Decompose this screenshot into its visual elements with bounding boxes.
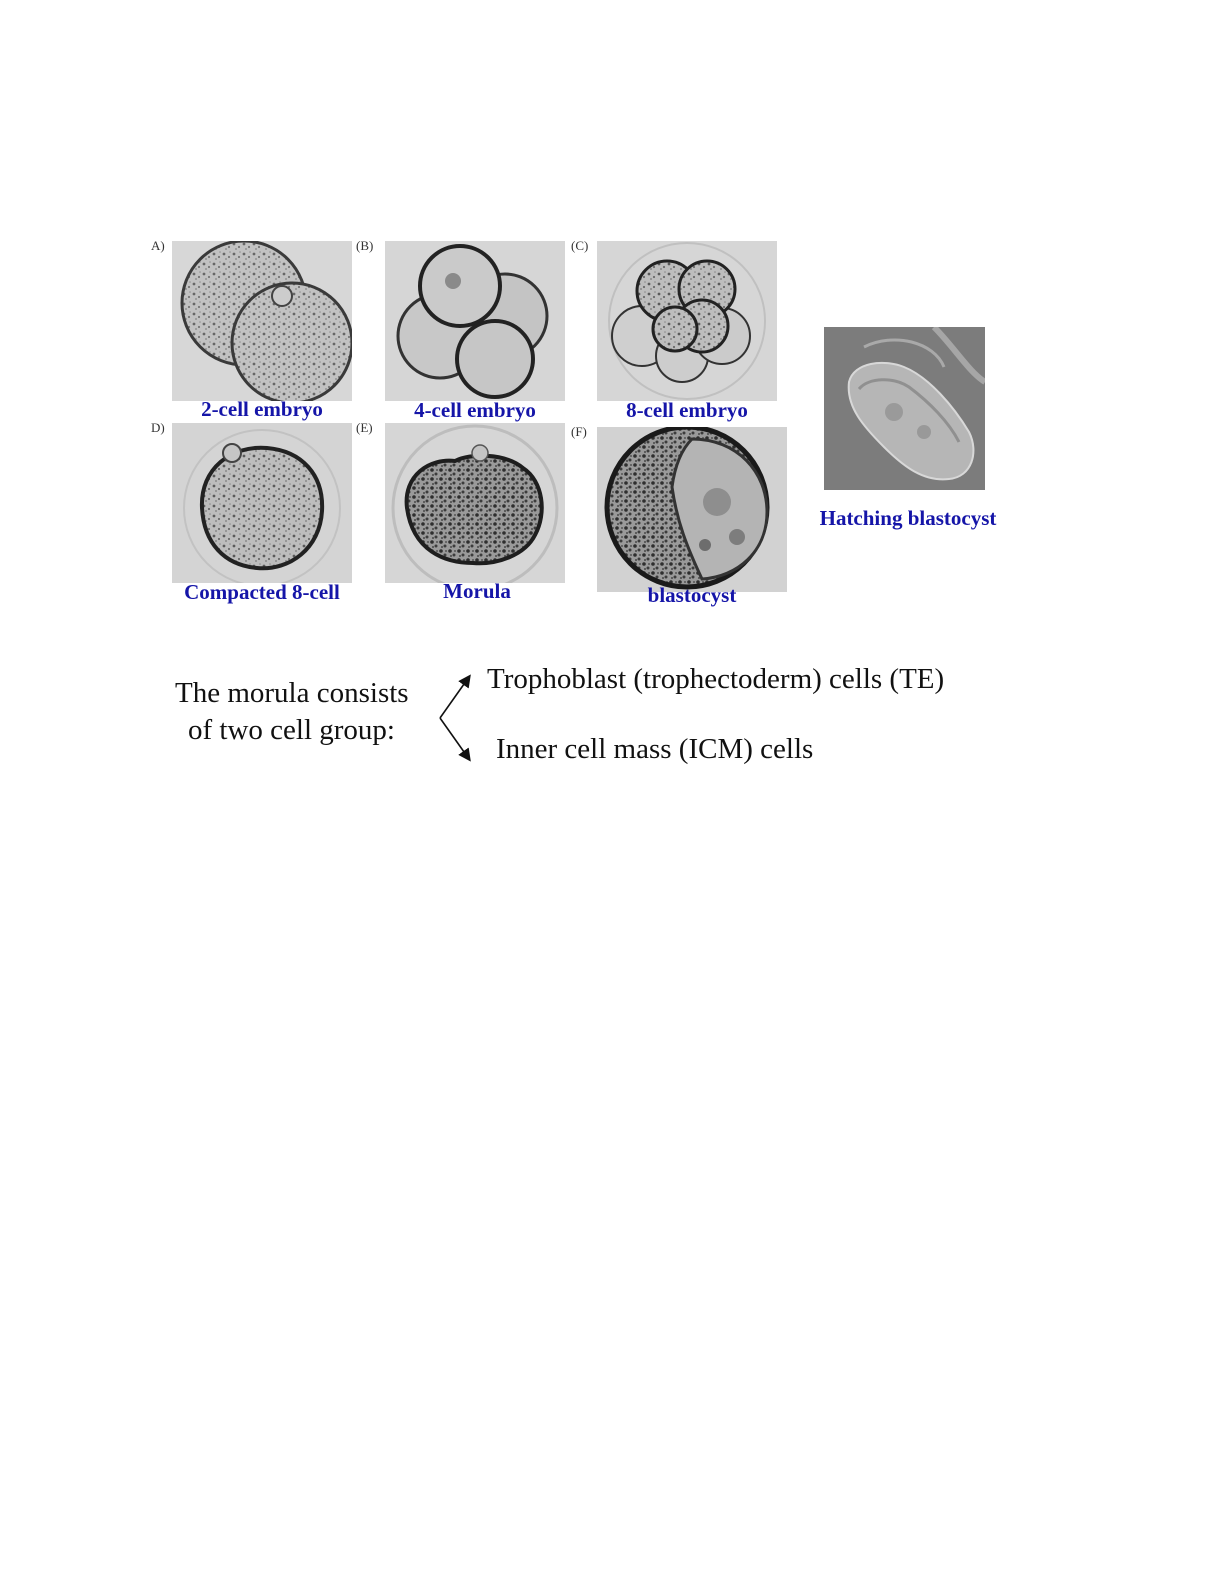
caption-8-cell-embryo: 8-cell embryo xyxy=(626,398,748,422)
panel-letter-c: (C) xyxy=(571,238,589,253)
caption-4-cell-embryo: 4-cell embryo xyxy=(414,398,536,422)
panel-8-cell-embryo xyxy=(597,241,777,401)
panel-morula xyxy=(385,423,565,583)
panel-4-cell-embryo xyxy=(385,241,565,401)
compacted-8-cell-image xyxy=(172,423,352,583)
four-cell-embryo-image xyxy=(385,241,565,401)
branch-inner-cell-mass: Inner cell mass (ICM) cells xyxy=(496,733,814,765)
branch-arrows xyxy=(436,672,476,772)
morula-statement-line1: The morula consists xyxy=(175,677,409,709)
eight-cell-embryo-image xyxy=(597,241,777,401)
morula-image xyxy=(385,423,565,583)
two-cell-embryo-image xyxy=(172,241,352,401)
branch-trophoblast: Trophoblast (trophectoderm) cells (TE) xyxy=(487,663,945,695)
caption-compacted-8-cell: Compacted 8-cell xyxy=(184,580,340,604)
panel-2-cell-embryo xyxy=(172,241,352,401)
caption-2-cell-embryo: 2-cell embryo xyxy=(201,397,323,421)
panel-letter-f: (F) xyxy=(571,424,587,439)
panel-compacted-8-cell xyxy=(172,423,352,583)
caption-blastocyst: blastocyst xyxy=(647,583,737,607)
panel-hatching-blastocyst xyxy=(824,327,985,490)
blastocyst-image xyxy=(597,427,787,592)
panel-letter-e: (E) xyxy=(356,420,373,435)
caption-hatching-blastocyst: Hatching blastocyst xyxy=(819,506,997,530)
panel-letter-d: D) xyxy=(151,420,165,435)
morula-statement-line2: of two cell group: xyxy=(188,714,395,746)
hatching-blastocyst-image xyxy=(824,327,985,490)
panel-blastocyst xyxy=(597,427,787,592)
panel-letter-b: (B) xyxy=(356,238,374,253)
panel-letter-a: A) xyxy=(151,238,165,253)
caption-morula: Morula xyxy=(443,579,511,603)
